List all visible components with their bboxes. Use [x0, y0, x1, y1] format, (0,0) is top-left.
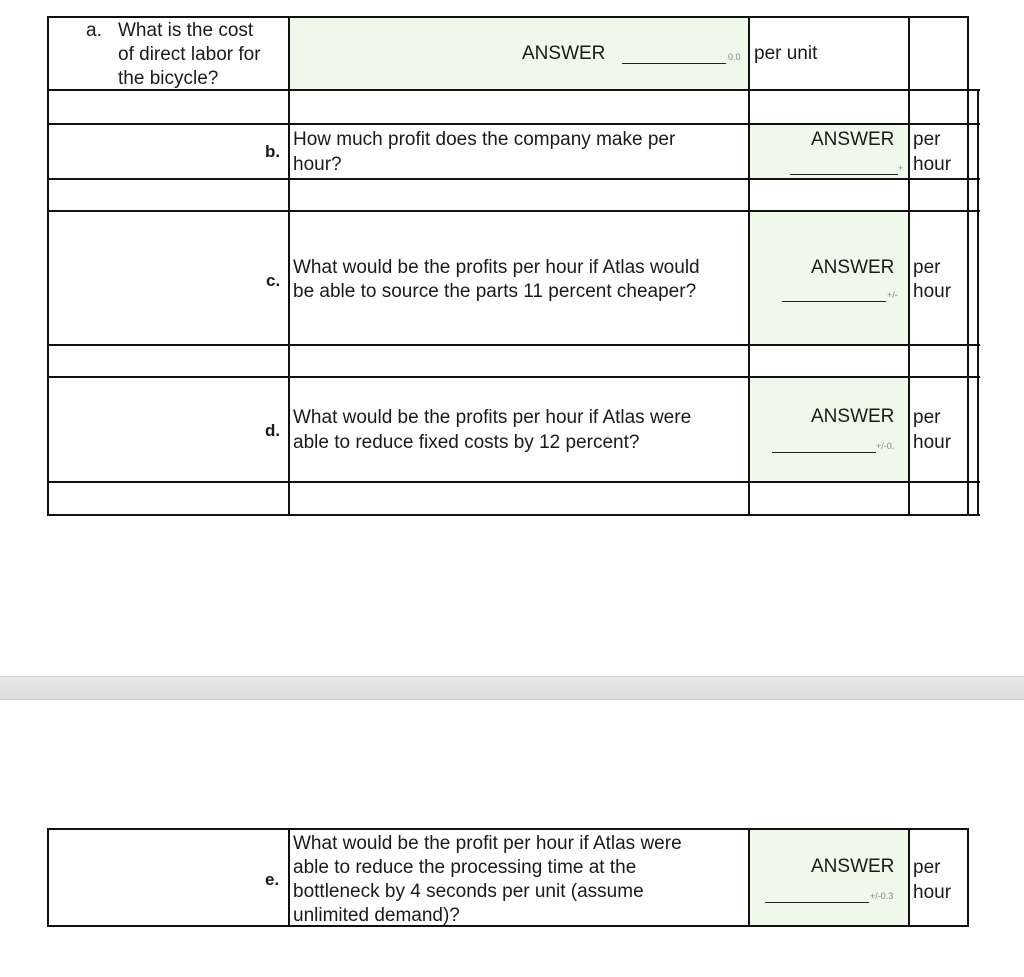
answer-c-unit: per — [913, 257, 941, 278]
question-e-text: bottleneck by 4 seconds per unit (assume — [293, 881, 644, 902]
answer-d-unit: per — [913, 407, 941, 428]
question-a-text: of direct labor for — [118, 44, 261, 65]
answer-d-label: ANSWER — [811, 406, 895, 427]
answer-d-tolerance: +/-0. — [876, 441, 895, 451]
answer-c-unit: hour — [913, 281, 952, 302]
question-c-text: What would be the profits per hour if Atlas would — [293, 257, 700, 278]
answer-a-label: ANSWER — [522, 43, 606, 64]
question-b-label: b. — [265, 142, 281, 161]
answer-e-label: ANSWER — [811, 856, 895, 877]
question-e-label: e. — [265, 870, 280, 889]
answer-c-tolerance: +/- — [887, 290, 898, 300]
answer-b-input[interactable] — [790, 174, 898, 175]
question-c-text: be able to source the parts 11 percent cheaper? — [293, 281, 697, 302]
question-e-text: able to reduce the processing time at the — [293, 857, 637, 878]
answer-e-unit: hour — [913, 882, 952, 903]
answer-b-tolerance: + — [898, 163, 904, 173]
answer-b-label: ANSWER — [811, 129, 895, 150]
question-a-text: What is the cost — [118, 20, 254, 41]
answer-c-label: ANSWER — [811, 257, 895, 278]
answer-b-unit: hour — [913, 154, 952, 175]
question-e-text: unlimited demand)? — [293, 905, 460, 926]
question-b-text: hour? — [293, 154, 342, 175]
answer-e-tolerance: +/-0.3 — [870, 891, 894, 901]
question-e-text: What would be the profit per hour if Atlas were — [293, 833, 682, 854]
answer-e-unit: per — [913, 857, 941, 878]
answer-a-input[interactable] — [622, 63, 726, 64]
page-separator — [0, 676, 1024, 700]
question-a-label: a. — [86, 20, 102, 41]
question-b-text: How much profit does the company make per — [293, 129, 676, 150]
question-d-text: able to reduce fixed costs by 12 percent? — [293, 432, 640, 453]
question-c-label: c. — [266, 271, 281, 290]
answer-a-tolerance: 0.0 — [728, 52, 741, 62]
answer-d-input[interactable] — [772, 452, 876, 453]
question-d-text: What would be the profits per hour if Atlas were — [293, 407, 692, 428]
answer-e-input[interactable] — [765, 902, 869, 903]
answer-a-unit: per unit — [754, 43, 818, 64]
answer-d-unit: hour — [913, 432, 952, 453]
question-a-text: the bicycle? — [118, 68, 219, 89]
answer-c-input[interactable] — [782, 301, 886, 302]
question-d-label: d. — [265, 421, 281, 440]
answer-b-unit: per — [913, 129, 941, 150]
